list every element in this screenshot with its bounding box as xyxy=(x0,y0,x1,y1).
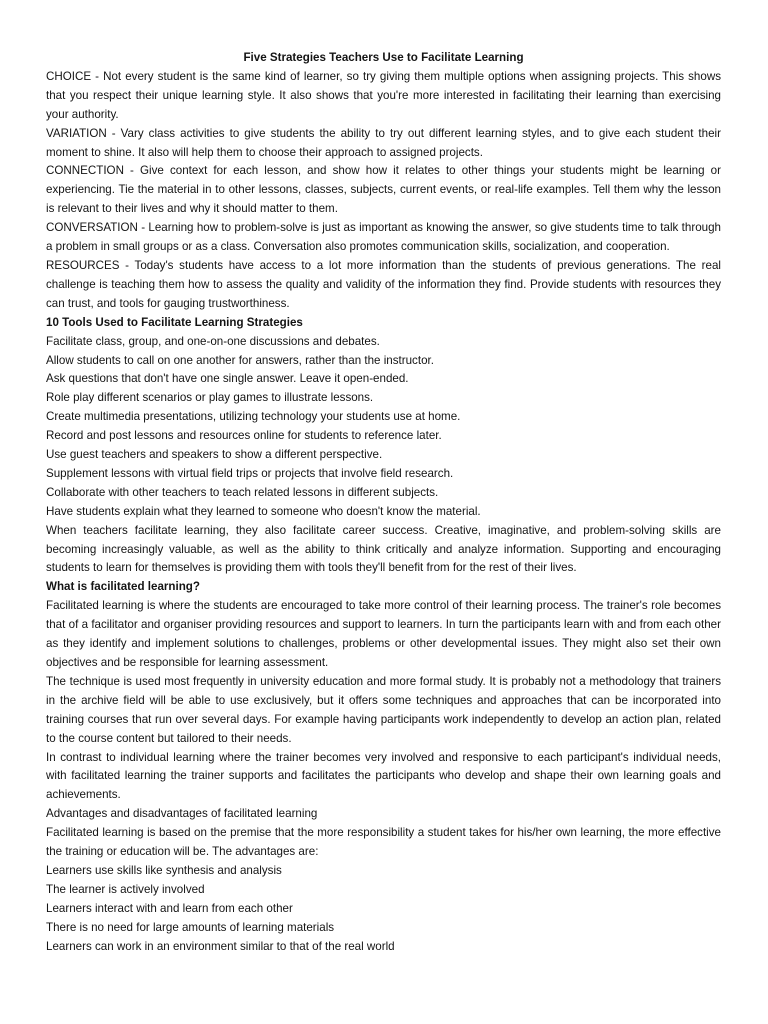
tool-item: Collaborate with other teachers to teach related lessons in different subjects. xyxy=(46,485,439,499)
advantage-item: Learners can work in an environment similar to that of the real world xyxy=(46,939,395,953)
strategy-conversation: CONVERSATION - Learning how to problem-solve is just as important as knowing the answer, so give students time to talk through a problem in small groups or as a class. Conversation also promotes communication skills, socialization, and cooperation. xyxy=(46,221,721,254)
strategy-connection: CONNECTION - Give context for each lesson, and show how it relates to other things your students might be learning or experiencing. Tie the material in to other lessons, classes, subjects, current events, or real-life examples. Tell them why the lesson is relevant to their lives and why it should matter to them. xyxy=(46,164,721,216)
advantage-item: Learners interact with and learn from each other xyxy=(46,901,293,915)
advantage-item: The learner is actively involved xyxy=(46,882,205,896)
strategy-choice: CHOICE - Not every student is the same kind of learner, so try giving them multiple options when assigning projects. This shows that you respect their unique learning style. It also shows that you're more interested in facilitating their learning than exercising your authority. xyxy=(46,69,721,121)
advantages-heading: Advantages and disadvantages of facilitated learning xyxy=(46,807,318,821)
tool-item: Role play different scenarios or play games to illustrate lessons. xyxy=(46,391,374,405)
tool-item: Have students explain what they learned to someone who doesn't know the material. xyxy=(46,504,481,518)
tool-item: Record and post lessons and resources online for students to reference later. xyxy=(46,429,442,443)
what-paragraph: The technique is used most frequently in university education and more formal study. It is probably not a methodology that trainers in the archive field will be able to use exclusively, but it offers some techniques and approaches that can be incorporated into training courses that run over several days. For example having participants work independently to develop an action plan, related to the course content but tailored to their needs. xyxy=(46,674,721,745)
document-page xyxy=(46,49,721,957)
advantage-item: Learners use skills like synthesis and analysis xyxy=(46,863,282,877)
strategy-variation: VARIATION - Vary class activities to give students the ability to try out different learning styles, and to give each student their moment to shine. It also will help them to choose their approach to assigned projects. xyxy=(46,126,721,159)
career-paragraph: When teachers facilitate learning, they also facilitate career success. Creative, imaginative, and problem-solving skills are becoming increasingly valuable, as well as the ability to think critically and analyze information. Supporting and encouraging students to learn for themselves is providing them with tools they'll benefit from for the rest of their lives. xyxy=(46,523,721,575)
document-title: Five Strategies Teachers Use to Facilitate Learning xyxy=(243,51,524,64)
tools-heading: 10 Tools Used to Facilitate Learning Strategies xyxy=(46,315,303,329)
advantage-item: There is no need for large amounts of learning materials xyxy=(46,920,335,934)
tool-item: Facilitate class, group, and one-on-one discussions and debates. xyxy=(46,334,380,348)
tool-item: Use guest teachers and speakers to show a different perspective. xyxy=(46,448,383,462)
tool-item: Supplement lessons with virtual field trips or projects that involve field research. xyxy=(46,466,454,480)
advantages-intro: Facilitated learning is based on the premise that the more responsibility a student takes for his/her own learning, the more effective the training or education will be. The advantages are: xyxy=(46,826,721,859)
what-paragraph: In contrast to individual learning where the trainer becomes very involved and responsive to each participant's individual needs, with facilitated learning the trainer supports and facilitates the participants who develop and shape their own learning goals and achievements. xyxy=(46,750,721,802)
strategy-resources: RESOURCES - Today's students have access to a lot more information than the students of previous generations. The real challenge is teaching them how to assess the quality and validity of the information they find. Provide students with resources they can trust, and tools for gauging trustworthiness. xyxy=(46,258,721,310)
tool-item: Allow students to call on one another for answers, rather than the instructor. xyxy=(46,353,434,367)
tool-item: Ask questions that don't have one single answer. Leave it open-ended. xyxy=(46,372,409,386)
what-paragraph: Facilitated learning is where the students are encouraged to take more control of their learning process. The trainer's role becomes that of a facilitator and organiser providing resources and support to learners. In turn the participants learn with and from each other as they identify and implement solutions to challenges, problems or other developmental issues. They might also set their own objectives and be responsible for learning assessment. xyxy=(46,599,721,669)
what-heading: What is facilitated learning? xyxy=(46,580,200,594)
tool-item: Create multimedia presentations, utilizing technology your students use at home. xyxy=(46,410,461,424)
